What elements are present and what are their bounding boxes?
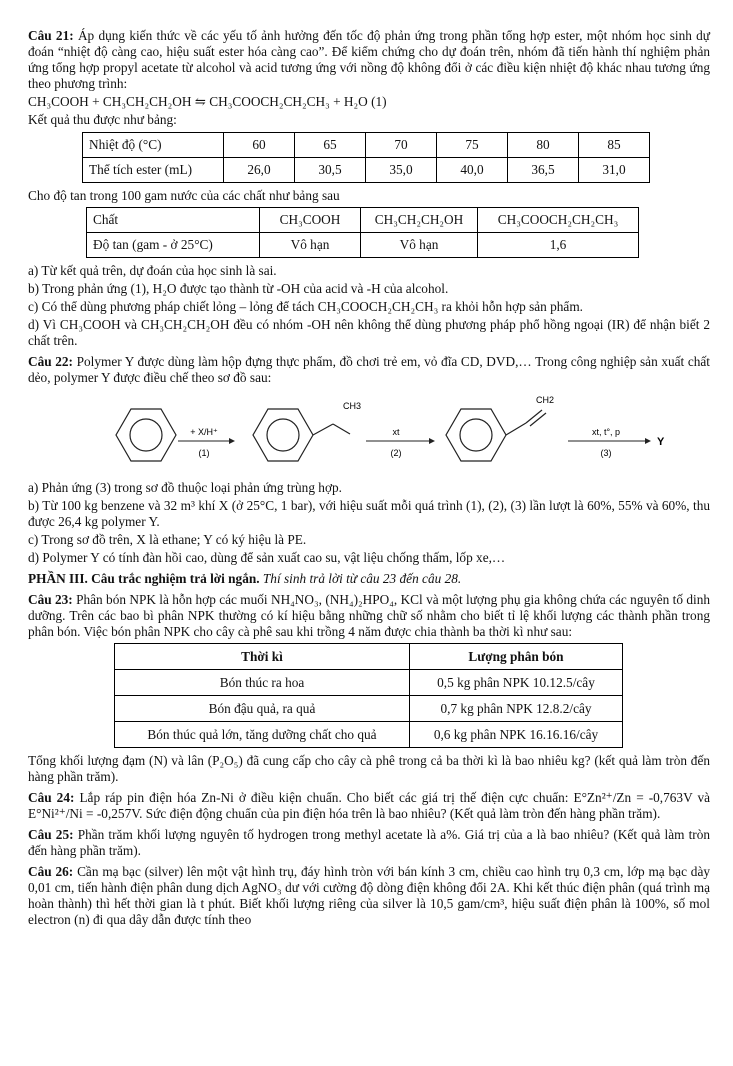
fertilizer-row — [115, 696, 623, 722]
q24 — [28, 790, 710, 822]
q25 — [28, 827, 710, 859]
volume-row — [83, 158, 650, 183]
solubility-header-cell: CH₃COOH — [260, 208, 361, 233]
ethylbenzene-structure — [253, 409, 350, 461]
q22-option-c: c) Trong sơ đồ trên, X là ethane; Y có ký hiệu là PE. — [28, 532, 307, 547]
q21-intro-text: Áp dụng kiến thức về các yếu tố ảnh hưởng đến tốc độ phản ứng trong phần tổng hợp ester, một nhóm học sinh dự đoán “nhiệt độ càng cao, hiệu suất ester hóa càng cao”. Để kiểm chứng cho dự đoán trên, nhóm đã tiến hành thí nghiệm phản ứng tổng hợp propyl acetate từ alcohol và acid tương ứng với nồng độ không đổi ở các điều kiện nhiệt độ khác nhau tương ứng theo phương trình: — [28, 28, 710, 91]
temperature-row-label: Nhiệt độ (°C) — [83, 133, 224, 158]
arrow-step1 — [178, 438, 235, 444]
benzene-structure — [116, 409, 176, 461]
fertilizer-cell: Bón thúc quả lớn, tăng dưỡng chất cho quả — [115, 722, 410, 748]
arrow-step2 — [366, 438, 435, 444]
fertilizer-cell: Bón thúc ra hoa — [115, 670, 410, 696]
q23-question: Tổng khối lượng đạm (N) và lân (P₂O₅) đã cung cấp cho cây cà phê trong cả ba thời kì là bao nhiêu kg? (kết quả làm tròn đến hàng phần trăm). — [28, 753, 710, 784]
volume-cell: 40,0 — [437, 158, 508, 183]
temperature-table — [82, 132, 650, 183]
step3-number: (3) — [600, 448, 612, 458]
q21-option-b: b) Trong phản ứng (1), H₂O được tạo thành từ -OH của acid và -H của alcohol. — [28, 281, 449, 296]
q22-option-a: a) Phản ứng (3) trong sơ đồ thuộc loại phản ứng trùng hợp. — [28, 480, 342, 495]
arrow-step3 — [568, 438, 651, 444]
volume-cell: 36,5 — [508, 158, 579, 183]
solubility-header-cell: CH₃COOCH₂CH₂CH₃ — [478, 208, 639, 233]
q21-equation: CH₃COOH + CH₃CH₂CH₂OH ⇋ CH₃COOCH₂CH₂CH₃ + H₂O (1) — [28, 94, 387, 109]
solubility-header-row — [87, 208, 639, 233]
solubility-header-cell: CH₃CH₂CH₂OH — [361, 208, 478, 233]
volume-cell: 35,0 — [366, 158, 437, 183]
q26 — [28, 864, 710, 928]
solubility-header-cell: Chất — [87, 208, 260, 233]
temperature-cell: 75 — [437, 133, 508, 158]
solubility-cell: Vô hạn — [361, 233, 478, 258]
product-y: Y — [657, 436, 665, 448]
fertilizer-row — [115, 722, 623, 748]
part3-note: Thí sinh trả lời từ câu 23 đến câu 28. — [262, 571, 462, 586]
temperature-cell: 85 — [579, 133, 650, 158]
styrene-structure — [446, 409, 546, 461]
solubility-table — [86, 207, 639, 258]
q21-result-intro: Kết quả thu được như bảng: — [28, 112, 177, 127]
q21-sol-intro: Cho độ tan trong 100 gam nước của các chất như bảng sau — [28, 188, 340, 203]
step2-reagent: xt — [392, 427, 400, 437]
q25-text: Phần trăm khối lượng nguyên tố hydrogen trong methyl acetate là a%. Giá trị của a là bao nhiêu? (Kết quả làm tròn đến hàng phần trăm). — [28, 827, 711, 858]
q24-label: Câu 24: — [28, 790, 75, 805]
ethyl-ch3-label: CH3 — [343, 401, 362, 411]
q22-option-d: d) Polymer Y có tính đàn hồi cao, dùng để sản xuất cao su, vật liệu chống thấm, lốp xe,… — [28, 550, 506, 565]
fertilizer-header-cell: Lượng phân bón — [410, 644, 623, 670]
q21-label: Câu 21: — [28, 28, 74, 43]
temperature-cell: 60 — [224, 133, 295, 158]
q26-text: Cần mạ bạc (silver) lên một vật hình trụ, đáy hình tròn với bán kính 3 cm, chiều cao hình trụ 0,3 cm, lớp mạ bạc dày 0,01 cm, tiến hành điện phân dung dịch AgNO₃ dư với cường độ dòng điện không đổi 2A. Khi kết thúc điện phân (quá trình mạ hoàn thành) thì hết thời gian là t phút. Biết khối lượng riêng của silver là 10,5 gam/cm³, hiệu suất điện phân là 100%, số mol electron (n) đi qua dây dẫn được tính theo — [28, 864, 711, 927]
fertilizer-header-cell: Thời kì — [115, 644, 410, 670]
q21-option-c: c) Có thể dùng phương pháp chiết lỏng – lỏng để tách CH₃COOCH₂CH₂CH₃ ra khỏi hỗn hợp sản phẩm. — [28, 299, 584, 314]
solubility-row — [87, 233, 639, 258]
fertilizer-cell: Bón đậu quả, ra quả — [115, 696, 410, 722]
solubility-cell: 1,6 — [478, 233, 639, 258]
q21-option-d: d) Vì CH₃COOH và CH₃CH₂CH₂OH đều có nhóm -OH nên không thể dùng phương pháp phổ hồng ngoại (IR) để nhận biết 2 chất trên. — [28, 317, 710, 348]
step2-number: (2) — [390, 448, 402, 458]
temperature-cell: 70 — [366, 133, 437, 158]
part3-title: PHẦN III. Câu trắc nghiệm trả lời ngắn. — [28, 571, 260, 586]
fertilizer-row — [115, 670, 623, 696]
q26-label: Câu 26: — [28, 864, 74, 879]
fertilizer-header-row — [115, 644, 623, 670]
fertilizer-cell: 0,7 kg phân NPK 12.8.2/cây — [410, 696, 623, 722]
q22-intro — [28, 354, 710, 386]
q25-label: Câu 25: — [28, 827, 74, 842]
q23-intro-text: Phân bón NPK là hỗn hợp các muối NH₄NO₃, (NH₄)₂HPO₄, KCl và một lượng phụ gia không chứa các nguyên tố dinh dưỡng. Trên các bao bì phân NPK thường có kí hiệu bằng những chữ số nhằm cho biết tỉ lệ khối lượng các thành phần trong phân bón. Việc bón phân NPK cho cây cà phê sau khi trồng 4 năm được chia thành ba thời kì như sau: — [28, 592, 711, 639]
q24-text: Lắp ráp pin điện hóa Zn-Ni ở điều kiện chuẩn. Cho biết các giá trị thế điện cực chuẩn: E°Zn²⁺/Zn = -0,763V và E°Ni²⁺/Ni = -0,257V. Sức điện động chuẩn của pin điện hóa trên là bao nhiêu? (Kết quả làm tròn đến hàng phần trăm). — [28, 790, 711, 821]
q23-intro — [28, 592, 710, 640]
q22-intro-text: Polymer Y được dùng làm hộp đựng thực phẩm, đồ chơi trẻ em, vỏ đĩa CD, DVD,… Trong công nghiệp sản xuất chất dẻo, polymer Y được điều chế theo sơ đồ sau: — [28, 354, 710, 385]
vinyl-ch2-label: CH2 — [536, 395, 555, 405]
solubility-cell: Độ tan (gam - ở 25°C) — [87, 233, 260, 258]
volume-cell: 30,5 — [295, 158, 366, 183]
temperature-cell: 80 — [508, 133, 579, 158]
reaction-scheme-svg — [28, 388, 710, 480]
q21-option-a: a) Từ kết quả trên, dự đoán của học sinh là sai. — [28, 263, 277, 278]
exam-page — [28, 28, 710, 928]
volume-row-label: Thể tích ester (mL) — [83, 158, 224, 183]
temperature-cell: 65 — [295, 133, 366, 158]
fertilizer-table — [114, 643, 623, 748]
solubility-cell: Vô hạn — [260, 233, 361, 258]
fertilizer-cell: 0,6 kg phân NPK 16.16.16/cây — [410, 722, 623, 748]
part3-heading — [28, 571, 710, 587]
step3-reagent: xt, t°, p — [591, 427, 621, 437]
reaction-scheme — [28, 388, 710, 480]
volume-cell: 26,0 — [224, 158, 295, 183]
step1-reagent: + X/H⁺ — [190, 427, 218, 437]
step1-number: (1) — [198, 448, 210, 458]
q22-label: Câu 22: — [28, 354, 73, 369]
q21-intro — [28, 28, 710, 92]
q23-label: Câu 23: — [28, 592, 73, 607]
q22-option-b: b) Từ 100 kg benzene và 32 m³ khí X (ở 25°C, 1 bar), với hiệu suất mỗi quá trình (1), (2), (3) lần lượt là 60%, 55% và 60%, thu được 26,4 kg polymer Y. — [28, 498, 710, 529]
temperature-row — [83, 133, 650, 158]
fertilizer-cell: 0,5 kg phân NPK 10.12.5/cây — [410, 670, 623, 696]
volume-cell: 31,0 — [579, 158, 650, 183]
